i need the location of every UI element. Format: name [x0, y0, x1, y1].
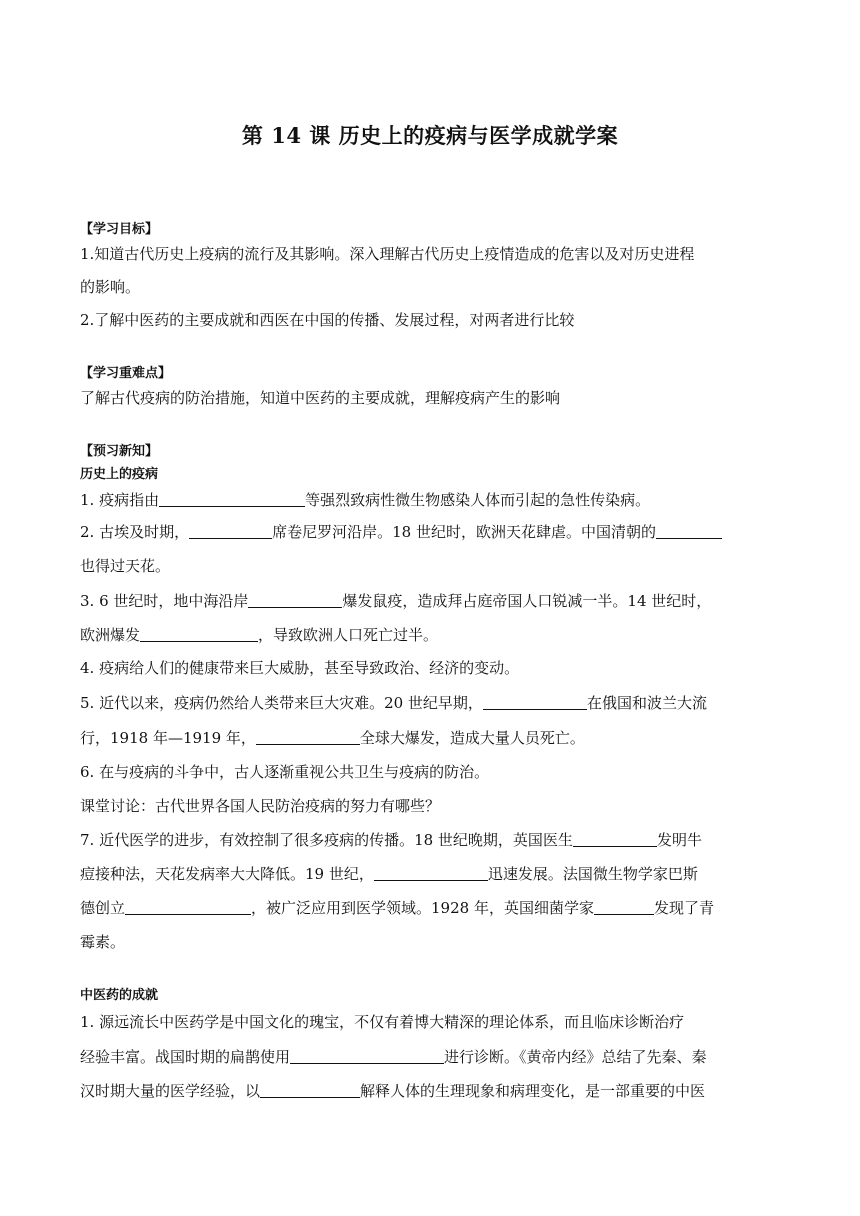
tcm-text-b: 经验丰富。战国时期的扁鹊使用 — [80, 1048, 291, 1066]
item-6: 6. 在与疫病的斗争中，古人逐渐重视公共卫生与疫病的防治。 — [80, 763, 490, 781]
fill-blank[interactable] — [290, 1049, 444, 1064]
item-5-text-b: 在俄国和波兰大流 — [586, 694, 707, 712]
fill-blank[interactable] — [248, 593, 342, 608]
item-3-text-c: 欧洲爆发 — [80, 626, 141, 644]
item-3-text-a: 3. 6 世纪时，地中海沿岸 — [80, 592, 249, 610]
key-points-heading: 【学习重难点】 — [80, 366, 172, 381]
fill-blank[interactable] — [656, 524, 722, 539]
learning-goals-heading: 【学习目标】 — [80, 222, 159, 237]
tcm-text-e: 解释人体的生理现象和病理变化，是一部重要的中医 — [360, 1082, 706, 1100]
item-3-text-b: 爆发鼠疫，造成拜占庭帝国人口锐减一半。14 世纪时， — [342, 592, 712, 610]
item-2-text-a: 2. 古埃及时期， — [80, 523, 190, 541]
item-3-cont — [80, 625, 780, 645]
item-1-text-b: 等强烈致病性微生物感染人体而引起的急性传染病。 — [305, 491, 651, 509]
item-1-text-a: 1. 疫病指由 — [80, 491, 160, 509]
goal-1-line-b: 的影响。 — [80, 278, 141, 296]
key-points-text: 了解古代疫病的防治措施，知道中医药的主要成就，理解疫病产生的影响 — [80, 389, 561, 407]
item-7-text-c: 痘接种法，天花发病率大大降低。19 世纪， — [80, 865, 374, 883]
fill-blank[interactable] — [125, 900, 251, 915]
fill-blank[interactable] — [140, 627, 258, 642]
tcm-text-d: 汉时期大量的医学经验，以 — [80, 1082, 261, 1100]
preview-heading: 【预习新知】 — [80, 444, 159, 459]
item-5-text-c: 行，1918 年—1919 年， — [80, 729, 256, 747]
item-7-text-a: 7. 近代医学的进步，有效控制了很多疫病的传播。18 世纪晚期，英国医生 — [80, 831, 573, 849]
item-7-cont-1 — [80, 864, 780, 884]
item-2-cont: 也得过天花。 — [80, 557, 171, 575]
tcm-item-1-line-c — [80, 1081, 780, 1101]
subsection-tcm-heading: 中医药的成就 — [80, 988, 159, 1003]
tcm-item-1-line-a: 1. 源远流长中医药学是中国文化的瑰宝，不仅有着博大精深的理论体系，而且临床诊断治疗 — [80, 1013, 685, 1031]
item-7-text-e: 德创立 — [80, 899, 126, 917]
item-5 — [80, 693, 780, 713]
tcm-text-c: 进行诊断。《黄帝内经》总结了先秦、秦 — [444, 1048, 707, 1066]
item-4: 4. 疫病给人们的健康带来巨大威胁，甚至导致政治、经济的变动。 — [80, 659, 520, 677]
item-3-text-d: ，导致欧洲人口死亡过半。 — [258, 626, 439, 644]
item-1 — [80, 490, 780, 510]
goal-1-line-a: 1.知道古代历史上疫病的流行及其影响。深入理解古代历史上疫情造成的危害以及对历史进程 — [80, 245, 695, 263]
item-5-text-d: 全球大爆发，造成大量人员死亡。 — [359, 729, 585, 747]
page-title: 第 14 课 历史上的疫病与医学成就学案 — [241, 123, 619, 148]
fill-blank[interactable] — [189, 524, 272, 539]
item-7-cont-3: 霉素。 — [80, 933, 126, 951]
item-7-text-d: 迅速发展。法国微生物学家巴斯 — [487, 865, 698, 883]
item-7 — [80, 830, 780, 850]
item-7-text-b: 发明牛 — [656, 831, 702, 849]
fill-blank[interactable] — [573, 832, 657, 847]
goal-2-line: 2.了解中医药的主要成就和西医在中国的传播、发展过程，对两者进行比较 — [80, 311, 575, 329]
item-7-text-g: 发现了青 — [653, 899, 714, 917]
item-7-text-f: ，被广泛应用到医学领域。1928 年，英国细菌学家 — [251, 899, 594, 917]
fill-blank[interactable] — [483, 695, 587, 710]
tcm-item-1-line-b — [80, 1047, 780, 1067]
fill-blank[interactable] — [256, 730, 360, 745]
fill-blank[interactable] — [260, 1083, 360, 1098]
fill-blank[interactable] — [374, 866, 488, 881]
fill-blank[interactable] — [159, 492, 305, 507]
item-7-cont-2 — [80, 898, 780, 918]
item-2 — [80, 522, 780, 542]
item-2-text-b: 席卷尼罗河沿岸。18 世纪时，欧洲天花肆虐。中国清朝的 — [272, 523, 656, 541]
item-5-text-a: 5. 近代以来，疫病仍然给人类带来巨大灾难。20 世纪早期， — [80, 694, 483, 712]
fill-blank[interactable] — [594, 900, 654, 915]
subsection-epidemics-heading: 历史上的疫病 — [80, 467, 159, 482]
item-3 — [80, 591, 780, 611]
item-5-cont — [80, 728, 780, 748]
class-discussion: 课堂讨论：古代世界各国人民防治疫病的努力有哪些？ — [80, 797, 441, 815]
